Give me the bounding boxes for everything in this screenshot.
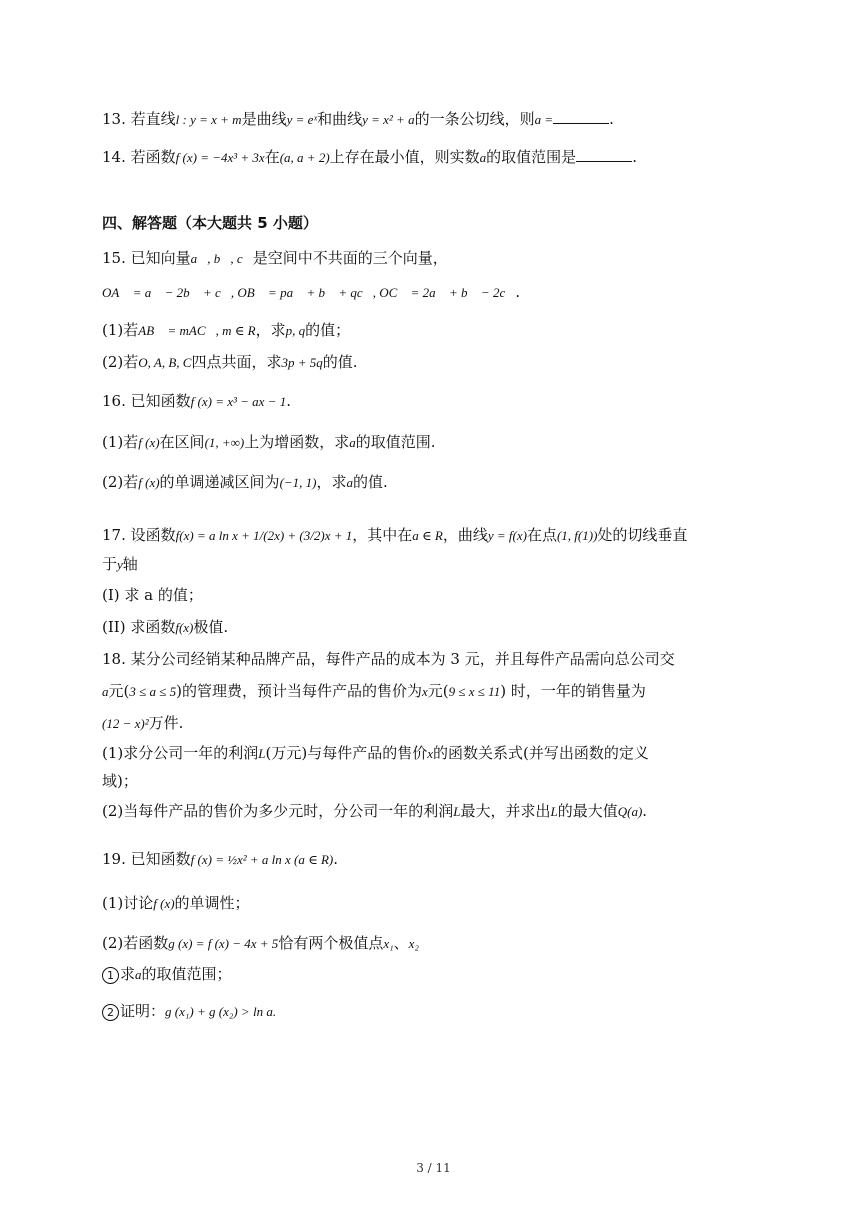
math-expression: f(x)	[175, 620, 194, 635]
math-expression: g (x) = f (x) − 4x + 5	[168, 936, 279, 951]
math-expression: AB⃗ = mAC⃗, m ∈ R	[138, 323, 256, 338]
answer-blank[interactable]	[553, 109, 609, 124]
question-14: 14. 若函数f (x) = −4x³ + 3x在(a, a + 2)上存在最小值，则实数a的取值范围是 .	[102, 148, 637, 166]
page-number: 3 / 11	[416, 1161, 451, 1175]
math-expression: f (x)	[138, 475, 160, 490]
math-expression: f (x) = −4x³ + 3x	[175, 150, 265, 165]
question-19: 19. 已知函数f (x) = ½x² + a ln x (a ∈ R).	[102, 850, 339, 868]
math-expression: x	[422, 684, 428, 699]
question-17-part-1: (I) 求 a 的值；	[102, 586, 203, 604]
math-expression: f (x) = ½x² + a ln x (a ∈ R)	[190, 852, 334, 867]
question-18-line-2: a元(3 ≤ a ≤ 5)的管理费，预计当每件产品的售价为x元(9 ≤ x ≤ 11) 时，一年的销售量为	[102, 682, 646, 700]
math-expression: a	[349, 435, 356, 450]
math-expression: p, q	[285, 323, 306, 338]
math-expression: y = eˣ	[286, 112, 318, 127]
question-number: 19.	[102, 850, 126, 868]
question-number: 15.	[102, 249, 126, 267]
circled-number-2: 2	[102, 1004, 119, 1021]
question-17: 17. 设函数f(x) = a ln x + 1/(2x) + (3/2)x + 1，其中在a ∈ R，曲线y = f(x)在点(1, f(1))处的切线垂直	[102, 526, 688, 544]
math-expression: a	[479, 150, 487, 165]
math-expression: f (x) = x³ − ax − 1	[190, 394, 287, 409]
answer-blank[interactable]	[576, 147, 632, 162]
question-17-cont: 于y轴	[102, 555, 138, 573]
question-17-part-2: (II) 求函数f(x)极值.	[102, 618, 229, 636]
math-expression: y = f(x)	[487, 528, 527, 543]
math-expression: a ∈ R	[412, 528, 443, 543]
math-expression: (12 − x)²	[102, 716, 149, 731]
math-expression: 3p + 5q	[281, 355, 323, 370]
question-15: 15. 已知向量a⃗, b⃗, c⃗是空间中不共面的三个向量，	[102, 249, 448, 267]
question-19-part-2: (2)若函数g (x) = f (x) − 4x + 5恰有两个极值点x₁、x₂	[102, 934, 419, 952]
question-number: 14.	[102, 148, 126, 166]
section-title: 四、解答题（本大题共 5 小题）	[102, 214, 318, 232]
question-18-part-2: (2)当每件产品的售价为多少元时，分公司一年的利润L最大，并求出L的最大值Q(a).	[102, 802, 648, 820]
question-number: 16.	[102, 392, 126, 410]
math-expression: f (x)	[153, 896, 175, 911]
question-19-sub-1: 1 求a的取值范围；	[102, 963, 769, 986]
math-expression: f (x)	[138, 435, 160, 450]
question-15-vectors: OA⃗ = a⃗ − 2b⃗ + c⃗, OB⃗ = pa⃗ + b⃗ + qc⃗, OC⃗ = 2a⃗ + b⃗ − 2c⃗.	[102, 283, 521, 301]
question-18: 18. 某分公司经销某种品牌产品，每件产品的成本为 3 元，并且每件产品需向总公司交	[102, 650, 675, 668]
question-19-part-1: (1)讨论f (x)的单调性；	[102, 894, 250, 912]
question-15-part-2: (2)若O, A, B, C四点共面，求3p + 5q的值.	[102, 353, 358, 371]
math-expression: x₁	[383, 936, 394, 951]
math-expression: x₂	[408, 936, 419, 951]
question-16-part-1: (1)若f (x)在区间(1, +∞)上为增函数，求a的取值范围.	[102, 433, 436, 451]
question-16-part-2: (2)若f (x)的单调递减区间为(−1, 1)，求a的值.	[102, 473, 388, 491]
math-expression: f(x) = a ln x + 1/(2x) + (3/2)x + 1	[175, 528, 353, 543]
math-expression: y	[117, 557, 123, 572]
question-number: 13.	[102, 110, 126, 128]
question-15-part-1: (1)若AB⃗ = mAC⃗, m ∈ R，求p, q的值；	[102, 321, 351, 339]
math-expression: (a, a + 2)	[279, 150, 330, 165]
math-expression: 9 ≤ x ≤ 11	[448, 684, 501, 699]
math-expression: a	[346, 475, 354, 490]
circled-number-1: 1	[102, 967, 119, 984]
question-18-part-1: (1)求分公司一年的利润L(万元)与每件产品的售价x的函数关系式(并写出函数的定义	[102, 744, 649, 762]
math-expression: 3 ≤ a ≤ 5	[129, 684, 177, 699]
math-expression: y = x² + a	[362, 112, 415, 127]
math-expression: g (x₁) + g (x₂) > ln a.	[165, 1004, 277, 1019]
question-18-line-3: (12 − x)²万件.	[102, 714, 184, 732]
question-number: 17.	[102, 526, 126, 544]
math-expression: a =	[534, 112, 554, 127]
question-16: 16. 已知函数f (x) = x³ − ax − 1.	[102, 392, 291, 410]
math-expression: (1, +∞)	[204, 435, 245, 450]
question-number: 18.	[102, 650, 126, 668]
question-13: 13. 若直线l : y = x + m是曲线y = eˣ和曲线y = x² + a的一条公切线，则a = .	[102, 110, 614, 128]
math-expression: a	[102, 684, 109, 699]
math-expression: l : y = x + m	[175, 112, 242, 127]
question-19-sub-2: 2 证明：g (x₁) + g (x₂) > ln a.	[102, 1000, 769, 1023]
question-18-part-1-cont: 域)；	[102, 772, 138, 790]
math-expression: (1, f(1))	[556, 528, 598, 543]
math-expression: O, A, B, C	[138, 355, 192, 370]
math-expression: a⃗, b⃗, c⃗	[190, 251, 253, 266]
math-expression: a	[135, 967, 142, 982]
math-expression: (−1, 1)	[279, 475, 317, 490]
math-expression: OA⃗ = a⃗ − 2b⃗ + c⃗, OB⃗ = pa⃗ + b⃗ + qc⃗, OC⃗ = 2a⃗ + b⃗ − 2c⃗	[102, 285, 516, 300]
